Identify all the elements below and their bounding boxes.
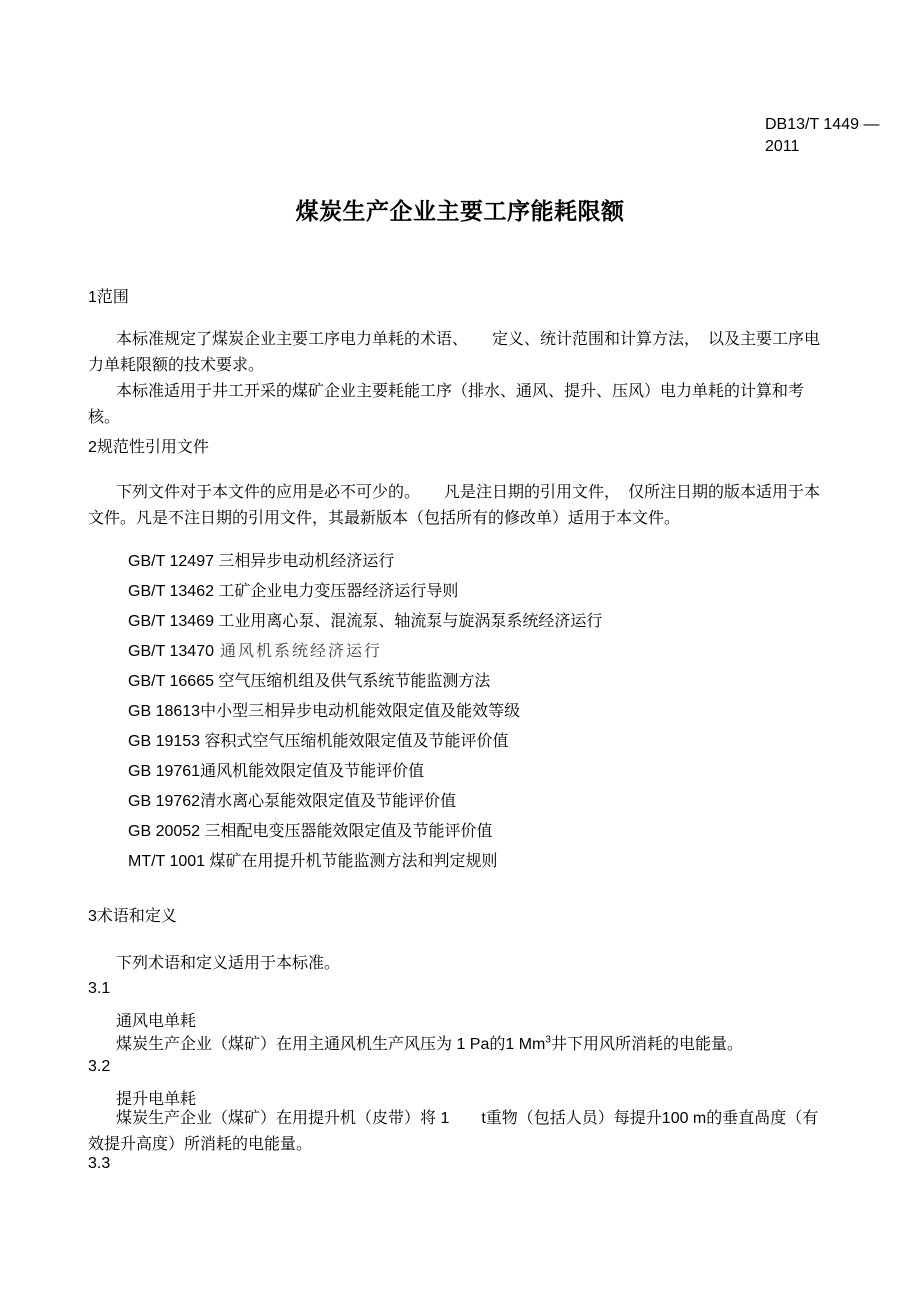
term-definition-hoisting: 煤炭生产企业（煤矿）在用提升机（皮带）将 1 t重物（包括人员）每提升100 m的垂直咼度（有效提升高度）所消耗的电能量。	[88, 1110, 819, 1153]
reference-code: GB/T 13470	[128, 643, 214, 660]
reference-name: 清水离心泵能效限定值及节能评价值	[200, 793, 457, 810]
term-number-3-2: 3.2	[88, 1058, 111, 1075]
section-3-intro: 下列术语和定义适用于本标准。	[116, 955, 341, 972]
reference-name: 中小型三相异步电动机能效限定值及能效等级	[200, 703, 521, 720]
reference-code: GB 19762	[128, 793, 201, 810]
reference-code: GB/T 13462	[128, 583, 214, 600]
reference-item	[128, 757, 832, 787]
reference-code: GB/T 16665	[128, 673, 214, 690]
reference-item	[128, 847, 832, 877]
section-1-paragraph-2: 本标准适用于井工开采的煤矿企业主要耗能工序（排水、通风、提升、压风）电力单耗的计算和考 核。	[88, 383, 805, 426]
reference-name: 煤矿在用提升机节能监测方法和判定规则	[205, 853, 498, 870]
reference-list	[128, 547, 832, 877]
reference-item	[128, 607, 832, 637]
reference-item	[128, 637, 832, 667]
reference-code: GB 19761	[128, 763, 201, 780]
reference-code: GB 18613	[128, 703, 201, 720]
reference-code: MT/T 1001	[128, 853, 206, 870]
section-2-intro: 下列文件对于本文件的应用是必不可少的。 凡是注日期的引用文件， 仅所注日期的版本适用于本文件。凡是不注日期的引用文件，其最新版本（包括所有的修改单）适用于本文件。	[88, 484, 821, 527]
definition-text-pre: 煤炭生产企业（煤矿）在用主通风机生产风压为 1 Pa的1 Mm	[116, 1036, 546, 1053]
term-definition-ventilation	[88, 1032, 832, 1058]
reference-name: 工矿企业电力变压器经济运行导则	[213, 583, 459, 600]
term-name-ventilation: 通风电单耗	[116, 1013, 197, 1030]
section-1-paragraph-1: 本标准规定了煤炭企业主要工序电力单耗的术语、 定义、统计范围和计算方法， 以及主要工序电力单耗限额的技术要求。	[88, 331, 821, 374]
section-2-heading: 2规范性引用文件	[88, 439, 209, 456]
term-number-3-3: 3.3	[88, 1155, 111, 1172]
reference-name: 三相异步电动机经济运行	[213, 553, 395, 570]
reference-name: 通风机系统经济运行	[213, 643, 382, 660]
reference-item	[128, 787, 832, 817]
reference-code: GB 19153	[128, 733, 201, 750]
term-number-3-1: 3.1	[88, 980, 111, 997]
document-body	[88, 0, 832, 1304]
section-3-heading: 3术语和定义	[88, 908, 177, 925]
reference-name: 空气压缩机组及供气系统节能监测方法	[213, 673, 491, 690]
reference-item	[128, 727, 832, 757]
doc-number-line1: DB13/T 1449 —	[765, 116, 880, 133]
reference-code: GB 20052	[128, 823, 201, 840]
superscript-exponent: 3	[545, 1034, 551, 1046]
reference-item	[128, 577, 832, 607]
term-name-hoisting: 提升电单耗	[116, 1091, 197, 1108]
reference-item	[128, 547, 832, 577]
reference-item	[128, 667, 832, 697]
definition-text-post: 井下用风所消耗的电能量。	[550, 1036, 743, 1053]
section-1-heading: 1范围	[88, 289, 129, 306]
reference-code: GB/T 12497	[128, 553, 214, 570]
reference-name: 通风机能效限定值及节能评价值	[200, 763, 425, 780]
doc-number-line2: 2011	[765, 138, 800, 155]
reference-code: GB/T 13469	[128, 613, 214, 630]
document-title: 煤炭生产企业主要工序能耗限额	[295, 198, 625, 224]
reference-item	[128, 817, 832, 847]
reference-item	[128, 697, 832, 727]
reference-name: 容积式空气压缩机能效限定值及节能评价值	[200, 733, 509, 750]
reference-name: 三相配电变压器能效限定值及节能评价值	[200, 823, 493, 840]
reference-name: 工业用离心泵、混流泵、轴流泵与旋涡泵系统经济运行	[213, 613, 603, 630]
